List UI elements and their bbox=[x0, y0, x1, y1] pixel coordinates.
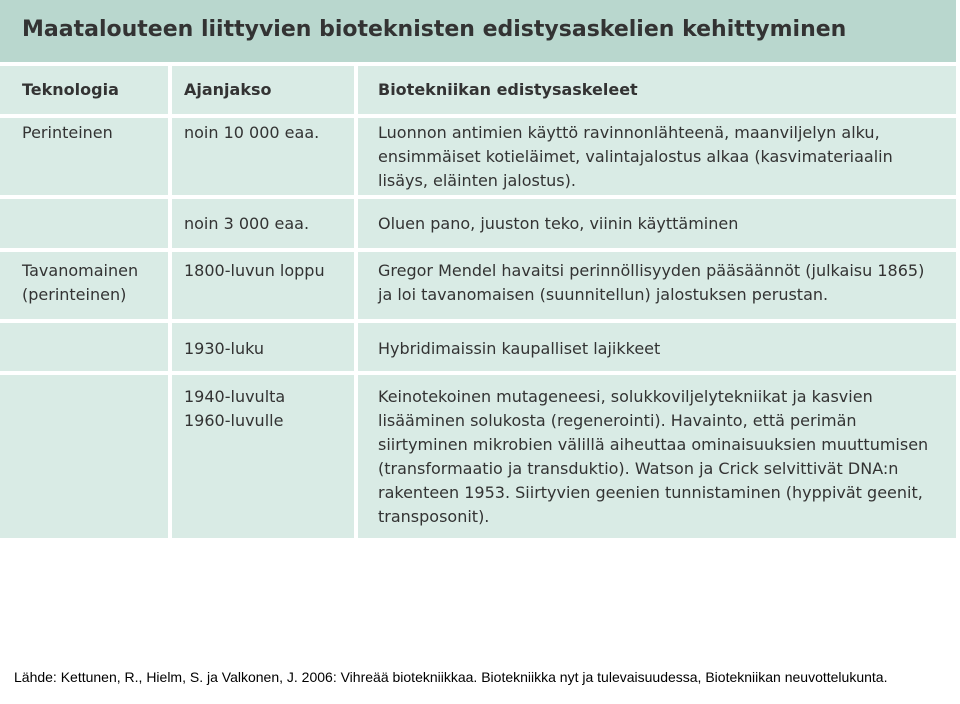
cell-text: Tavanomainen (perinteinen) bbox=[22, 261, 139, 304]
source-citation: Lähde: Kettunen, R., Hielm, S. ja Valkonen, J. 2006: Vihreää biotekniikkaa. Biotekniikka nyt ja tulevaisuudessa, Biotekniikan neuvottelukunta. bbox=[14, 669, 888, 685]
cell-text: Perinteinen bbox=[22, 123, 113, 142]
table-row-2-period bbox=[172, 199, 354, 248]
table-row-4-technology bbox=[0, 323, 168, 371]
cell-text: Oluen pano, juuston teko, viinin käyttäminen bbox=[378, 214, 739, 233]
table-title: Maatalouteen liittyvien bioteknisten edistysaskelien kehittyminen bbox=[22, 17, 847, 42]
table-row-4-period bbox=[172, 323, 354, 371]
cell-text: Gregor Mendel havaitsi perinnöllisyyden pääsäännöt (julkaisu 1865) ja loi tavanomaisen (suunnitellun) jalostuksen perustan. bbox=[378, 261, 925, 304]
table-row-3-technology bbox=[0, 252, 168, 319]
table-row-4-advances bbox=[358, 323, 956, 371]
table-row-2-technology bbox=[0, 199, 168, 248]
cell-text: Keinotekoinen mutageneesi, solukkoviljelytekniikat ja kasvien lisääminen solukosta (regenerointi). Havainto, että perimän siirtyminen mikrobien välillä aiheuttaa ominaisuuksien muuttumisen (transformaatio ja transduktio). Watson ja Crick selvittivät DNA:n rakenteen 1953. Siirtyvien geenien tunnistaminen (hyppivät geenit, transposonit). bbox=[378, 387, 929, 526]
table-row-5-technology bbox=[0, 375, 168, 538]
header-technology-label: Teknologia bbox=[22, 80, 119, 99]
table-row-2-advances bbox=[358, 199, 956, 248]
cell-text: 1930-luku bbox=[184, 339, 264, 358]
table-row-3-advances bbox=[358, 252, 956, 319]
cell-text: 1800-luvun loppu bbox=[184, 261, 325, 280]
table-row-1-technology bbox=[0, 118, 168, 195]
cell-text: Hybridimaissin kaupalliset lajikkeet bbox=[378, 339, 661, 358]
cell-text: 1940-luvulta 1960-luvulle bbox=[184, 387, 286, 430]
table-row-1-period bbox=[172, 118, 354, 195]
table-row-1-advances bbox=[358, 118, 956, 195]
table-row-5-period bbox=[172, 375, 354, 538]
cell-text: Luonnon antimien käyttö ravinnonlähteenä, maanviljelyn alku, ensimmäiset kotieläimet, valintajalostus alkaa (kasvimateriaalin lisäys, eläinten jalostus). bbox=[378, 123, 893, 190]
title-bar bbox=[0, 0, 956, 62]
cell-text: noin 10 000 eaa. bbox=[184, 123, 320, 142]
header-advances-label: Biotekniikan edistysaskeleet bbox=[378, 80, 638, 99]
header-technology bbox=[0, 66, 168, 114]
header-period bbox=[172, 66, 354, 114]
cell-text: noin 3 000 eaa. bbox=[184, 214, 310, 233]
table-row-5-advances bbox=[358, 375, 956, 538]
header-advances bbox=[358, 66, 956, 114]
table-row-3-period bbox=[172, 252, 354, 319]
header-period-label: Ajanjakso bbox=[184, 80, 272, 99]
